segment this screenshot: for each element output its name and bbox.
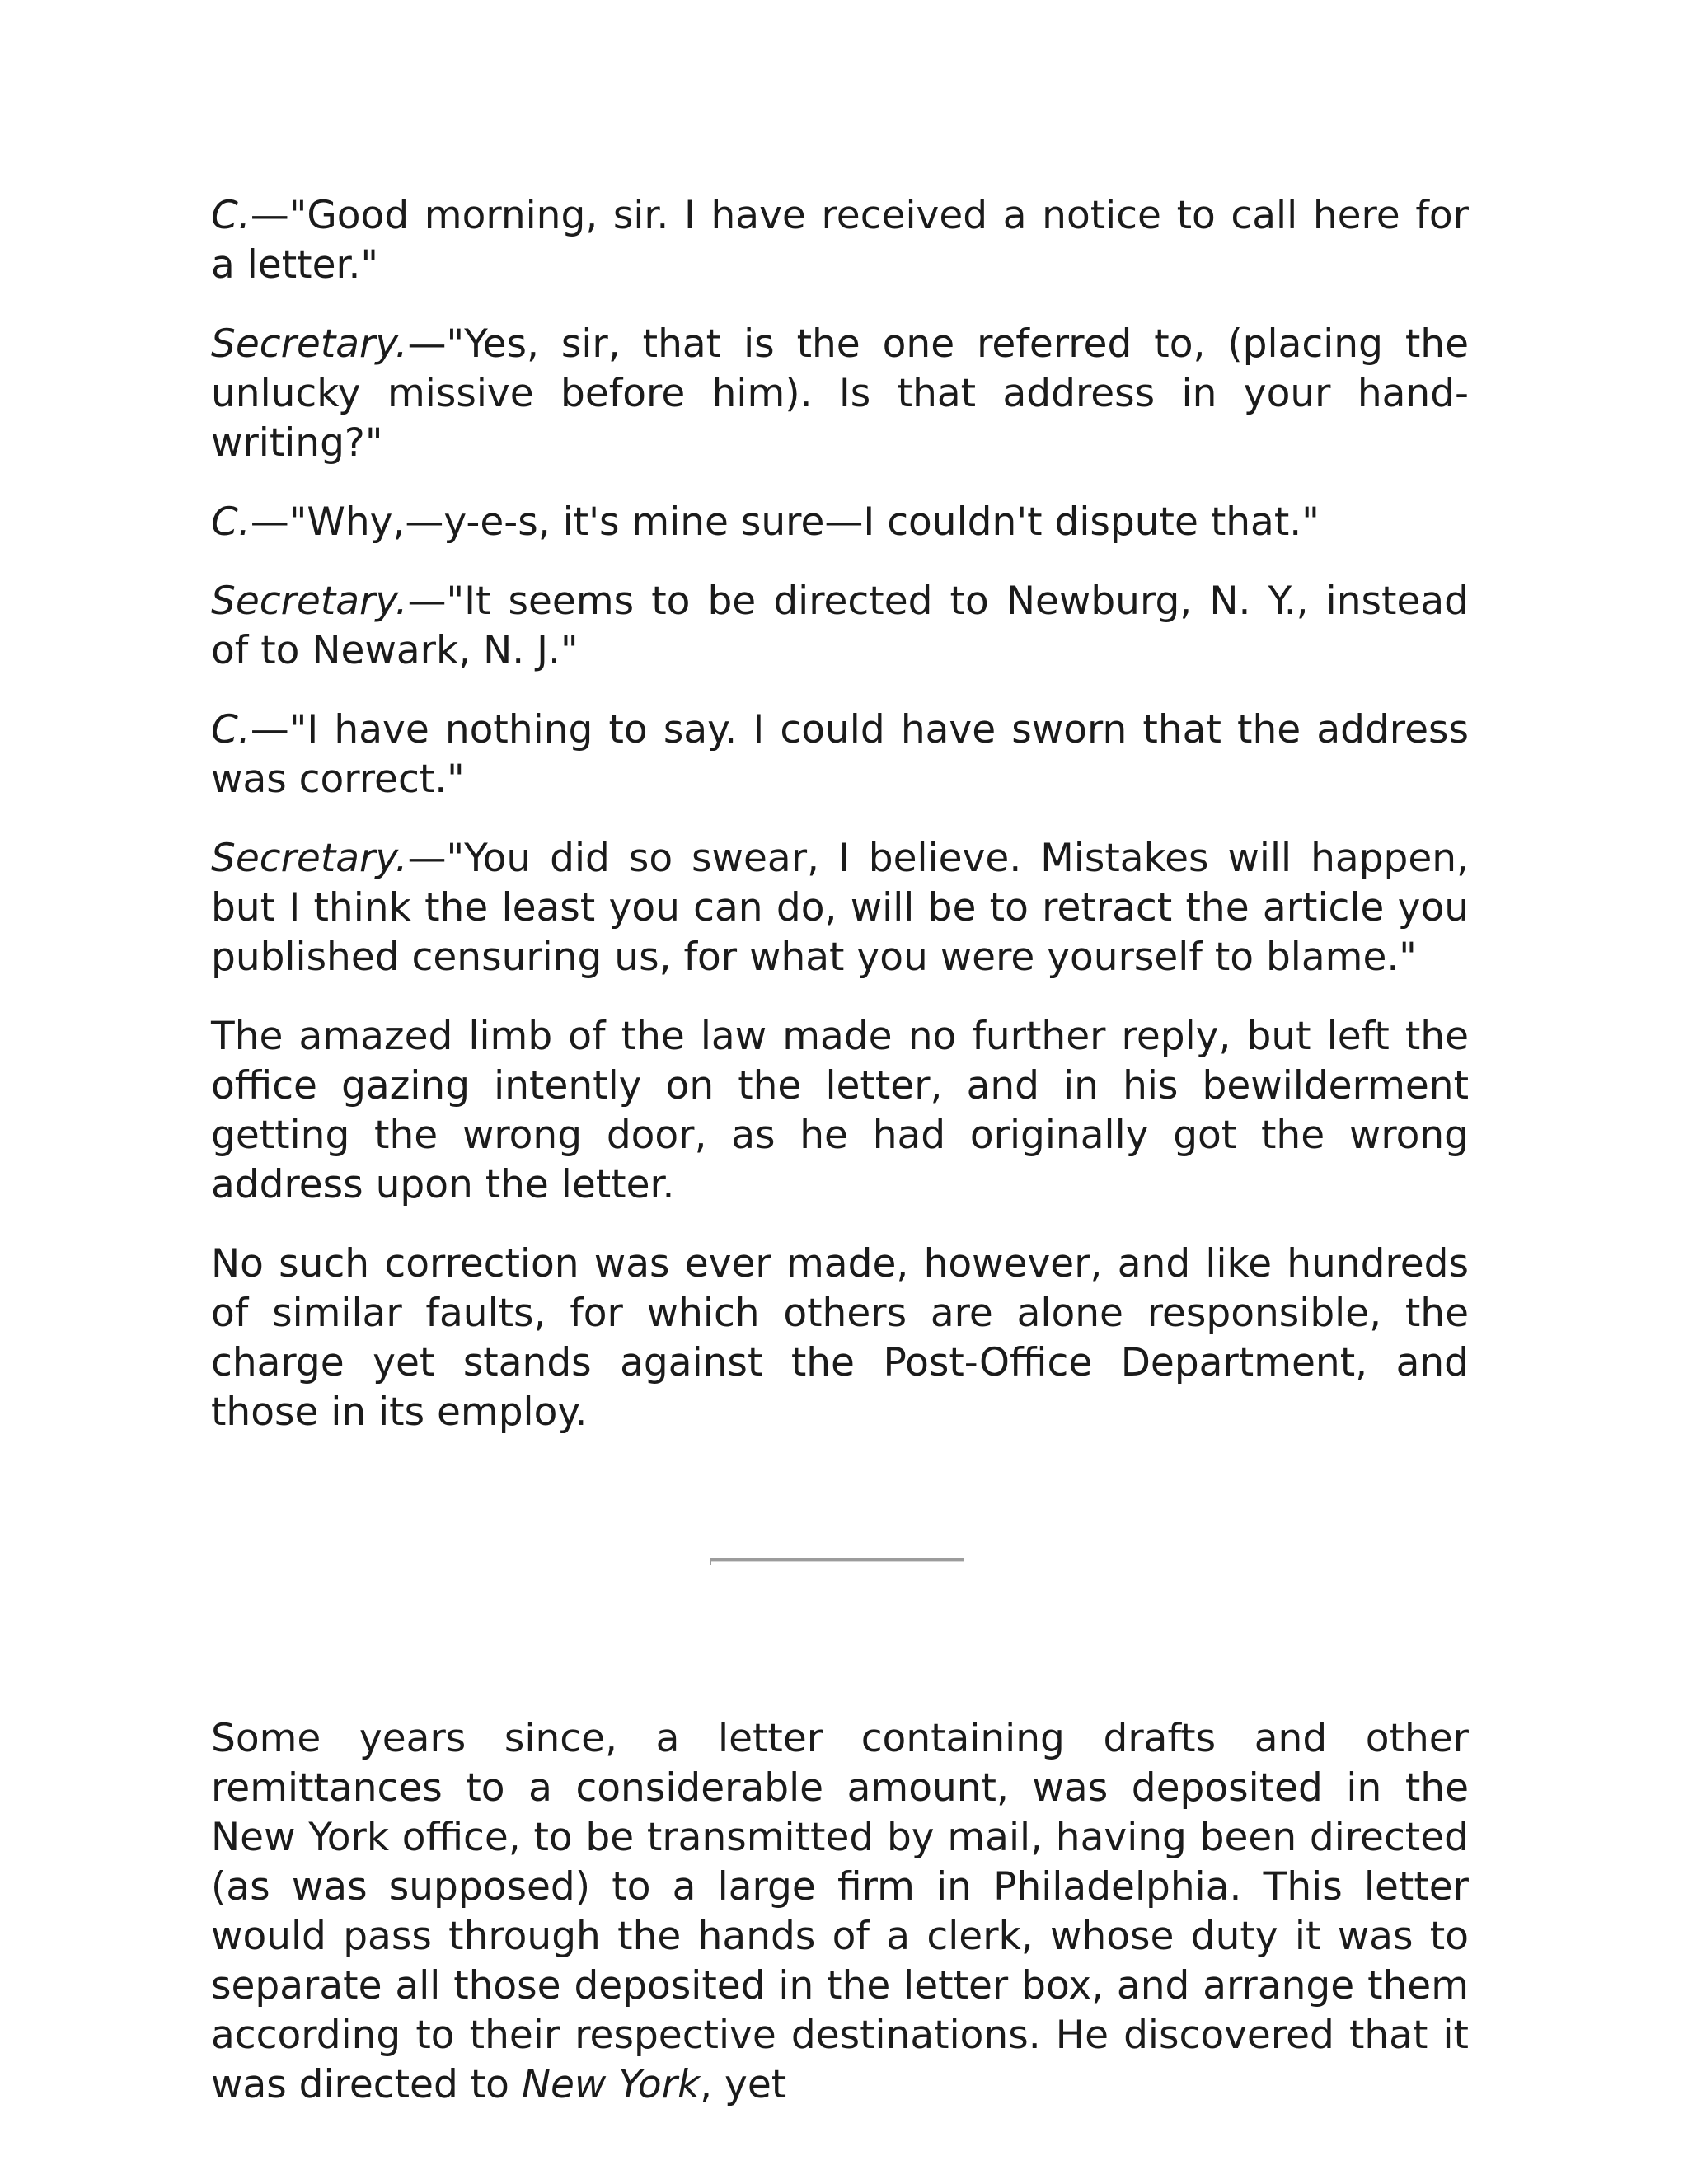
speaker-label: Secretary. [211, 579, 408, 624]
speaker-label: Secretary. [211, 321, 408, 367]
paragraph-text-continued: , yet [700, 2062, 787, 2107]
speaker-label: C. [211, 707, 251, 752]
section-divider-rule [710, 1558, 964, 1561]
narrative-paragraph: The amazed limb of the law made no further reply, but left the office gazing intently on the letter, and in his bewilderment getting the wrong door, as he had originally got the wrong address upon the letter. [211, 1014, 1469, 1207]
dialogue-line [211, 498, 1469, 547]
document-page [211, 191, 1469, 2139]
section-opening-paragraph [211, 1714, 1469, 2110]
dialogue-text: —"Why,—y-e-s, it's mine sure—I couldn't dispute that." [250, 499, 1320, 545]
speaker-label: C. [211, 193, 251, 238]
paragraph-text: Some years since, a letter containing drafts and other remittances to a considerable amount, was deposited in the New York office, to be transmitted by mail, having been directed (as was supposed) to a large firm in Philadelphia. This letter would pass through the hands of a clerk, whose duty it was to separate all those deposited in the letter box, and arrange them according to their respective destinations. He discovered that it was directed to [211, 1716, 1469, 2107]
dialogue-text: —"It seems to be directed to Newburg, N. Y., instead of to Newark, N. J." [211, 579, 1469, 673]
dialogue-line [211, 834, 1469, 982]
dialogue-line [211, 320, 1469, 468]
narrative-paragraph: No such correction was ever made, however, and like hundreds of similar faults, for which others are alone responsible, the charge yet stands against the Post-Office Department, and those in its employ. [211, 1241, 1469, 1435]
speaker-label: Secretary. [211, 836, 408, 881]
dialogue-line [211, 577, 1469, 676]
dialogue-text: —"Yes, sir, that is the one referred to, (placing the unlucky missive before him). Is that address in your hand-writing?" [211, 321, 1469, 466]
speaker-label: C. [211, 499, 251, 545]
dialogue-text: —"I have nothing to say. I could have sworn that the address was correct." [211, 707, 1469, 802]
dialogue-line [211, 705, 1469, 804]
dialogue-text: —"You did so swear, I believe. Mistakes will happen, but I think the least you can do, will be to retract the article you published censuring us, for what you were yourself to blame." [211, 836, 1469, 980]
dialogue-text: —"Good morning, sir. I have received a notice to call here for a letter." [211, 193, 1469, 288]
dialogue-line [211, 191, 1469, 290]
italic-place-name: New York [521, 2062, 701, 2107]
section-break [211, 1467, 1469, 1714]
